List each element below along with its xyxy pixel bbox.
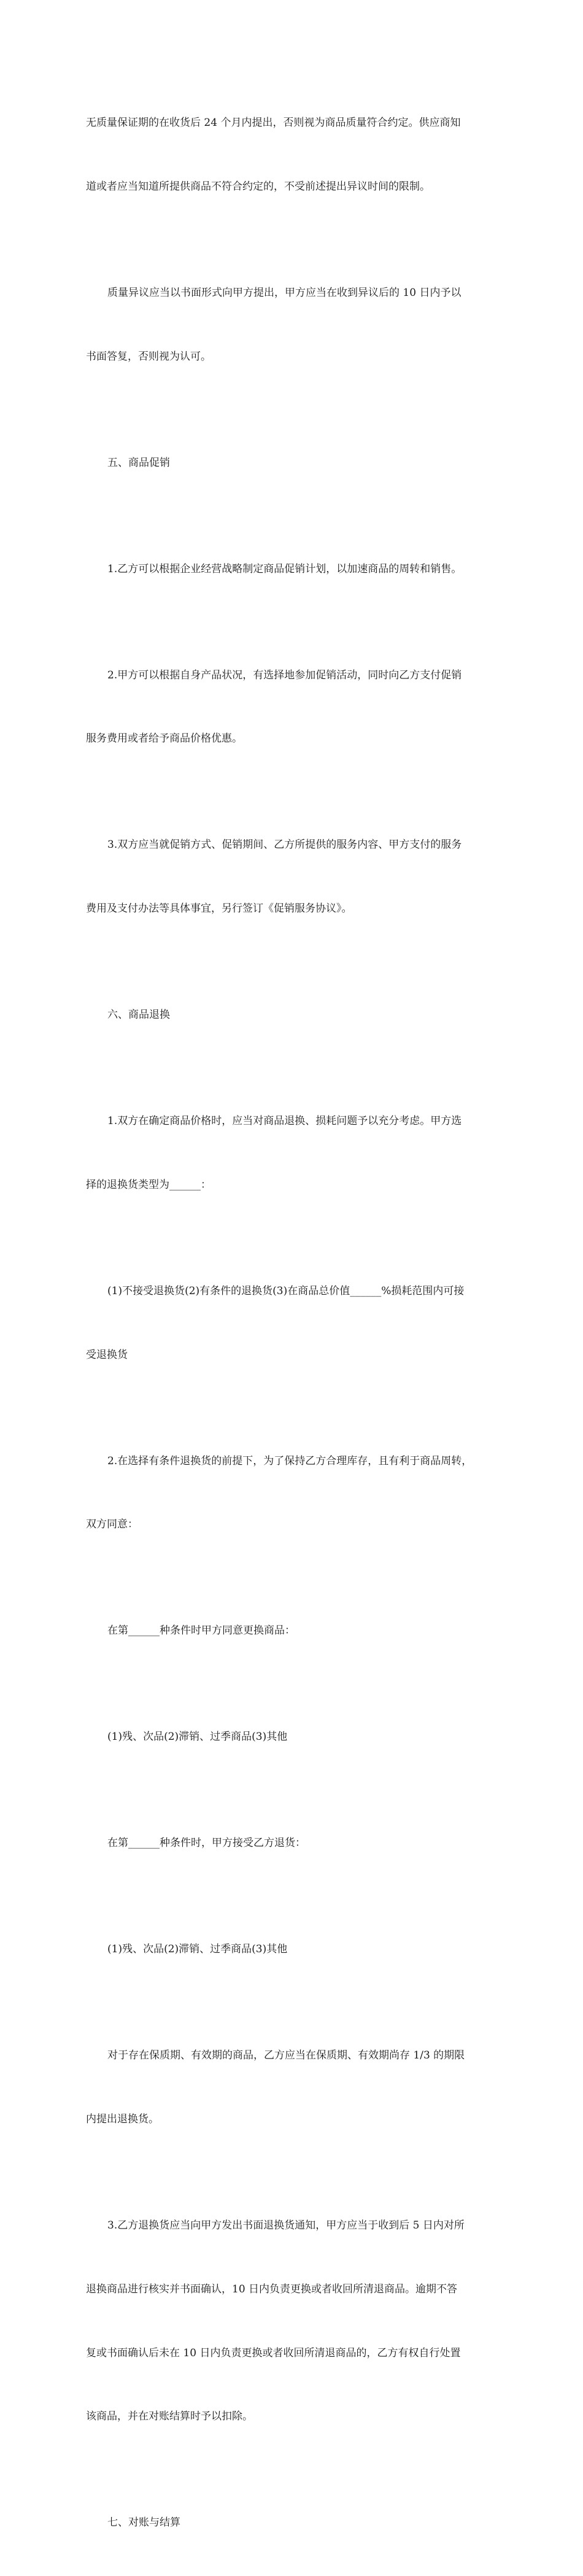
text-line: 退换商品进行核实并书面确认，10 日内负责更换或者收回所清退商品。逾期不答 (86, 2283, 458, 2295)
text-line: 1.乙方可以根据企业经营战略制定商品促销计划，以加速商品的周转和销售。 (107, 562, 462, 575)
text-line: 受退换货 (86, 1348, 128, 1361)
heading-text: 五、商品促销 (107, 456, 170, 469)
clause-promotion-1 (86, 516, 509, 622)
section-heading-returns (86, 962, 509, 1068)
clause-promotion-2 (86, 622, 509, 792)
clause-returns-3 (86, 2173, 509, 2470)
text-line: 双方同意： (86, 1518, 138, 1531)
return-condition-options (86, 1896, 509, 2003)
heading-text: 七、对账与结算 (107, 2516, 180, 2529)
section-heading-settlement (86, 2470, 509, 2576)
text-line: 1.双方在确定商品价格时，应当对商品退换、损耗问题予以充分考虑。甲方选 (107, 1115, 462, 1128)
paragraph-quality-period (86, 70, 509, 240)
text-line: 道或者应当知道所提供商品不符合约定的，不受前述提出异议时间的限制。 (86, 180, 430, 193)
paragraph-quality-objection (86, 240, 509, 410)
exchange-condition-options (86, 1684, 509, 1790)
exchange-condition (86, 1578, 509, 1684)
text-line: 在第______种条件时甲方同意更换商品： (107, 1624, 295, 1637)
clause-promotion-3 (86, 792, 509, 962)
text-line: 复或书面确认后未在 10 日内负责更换或者收回所清退商品的，乙方有权自行处置 (86, 2346, 461, 2359)
text-line: 内提出退换货。 (86, 2113, 159, 2125)
heading-text: 六、商品退换 (107, 1009, 170, 1022)
text-line: 3.乙方退换货应当向甲方发出书面退换货通知，甲方应当于收到后 5 日内对所 (107, 2219, 465, 2232)
text-line: 2.甲方可以根据自身产品状况，有选择地参加促销活动，同时向乙方支付促销 (107, 669, 462, 681)
text-line: 服务费用或者给予商品价格优惠。 (86, 732, 242, 745)
text-line: 2.在选择有条件退换货的前提下，为了保持乙方合理库存，且有利于商品周转， (107, 1454, 473, 1467)
clause-returns-1 (86, 1068, 509, 1238)
clause-returns-2 (86, 1408, 509, 1578)
return-condition (86, 1790, 509, 1896)
text-line: 在第______种条件时，甲方接受乙方退货： (107, 1837, 306, 1850)
text-line: 无质量保证期的在收货后 24 个月内提出，否则视为商品质量符合约定。供应商知 (86, 117, 461, 130)
document-body (86, 70, 509, 2576)
text-line: (1)残、次品(2)滞销、过季商品(3)其他 (107, 1943, 288, 1956)
shelf-life-clause (86, 2003, 509, 2173)
text-line: (1)不接受退换货(2)有条件的退换货(3)在商品总价值______%损耗范围内可接 (107, 1284, 465, 1297)
text-line: 质量异议应当以书面形式向甲方提出，甲方应当在收到异议后的 10 日内予以 (107, 286, 461, 299)
section-heading-promotion (86, 410, 509, 516)
text-line: 该商品，并在对账结算时予以扣除。 (86, 2410, 253, 2423)
text-line: 择的退换货类型为______： (86, 1178, 211, 1191)
text-line: 费用及支付办法等具体事宜，另行签订《促销服务协议》。 (86, 902, 352, 915)
returns-type-options (86, 1238, 509, 1408)
text-line: (1)残、次品(2)滞销、过季商品(3)其他 (107, 1731, 288, 1744)
text-line: 书面答复，否则视为认可。 (86, 350, 211, 363)
text-line: 3.双方应当就促销方式、促销期间、乙方所提供的服务内容、甲方支付的服务 (107, 839, 462, 852)
text-line: 对于存在保质期、有效期的商品，乙方应当在保质期、有效期尚存 1/3 的期限 (107, 2049, 465, 2062)
